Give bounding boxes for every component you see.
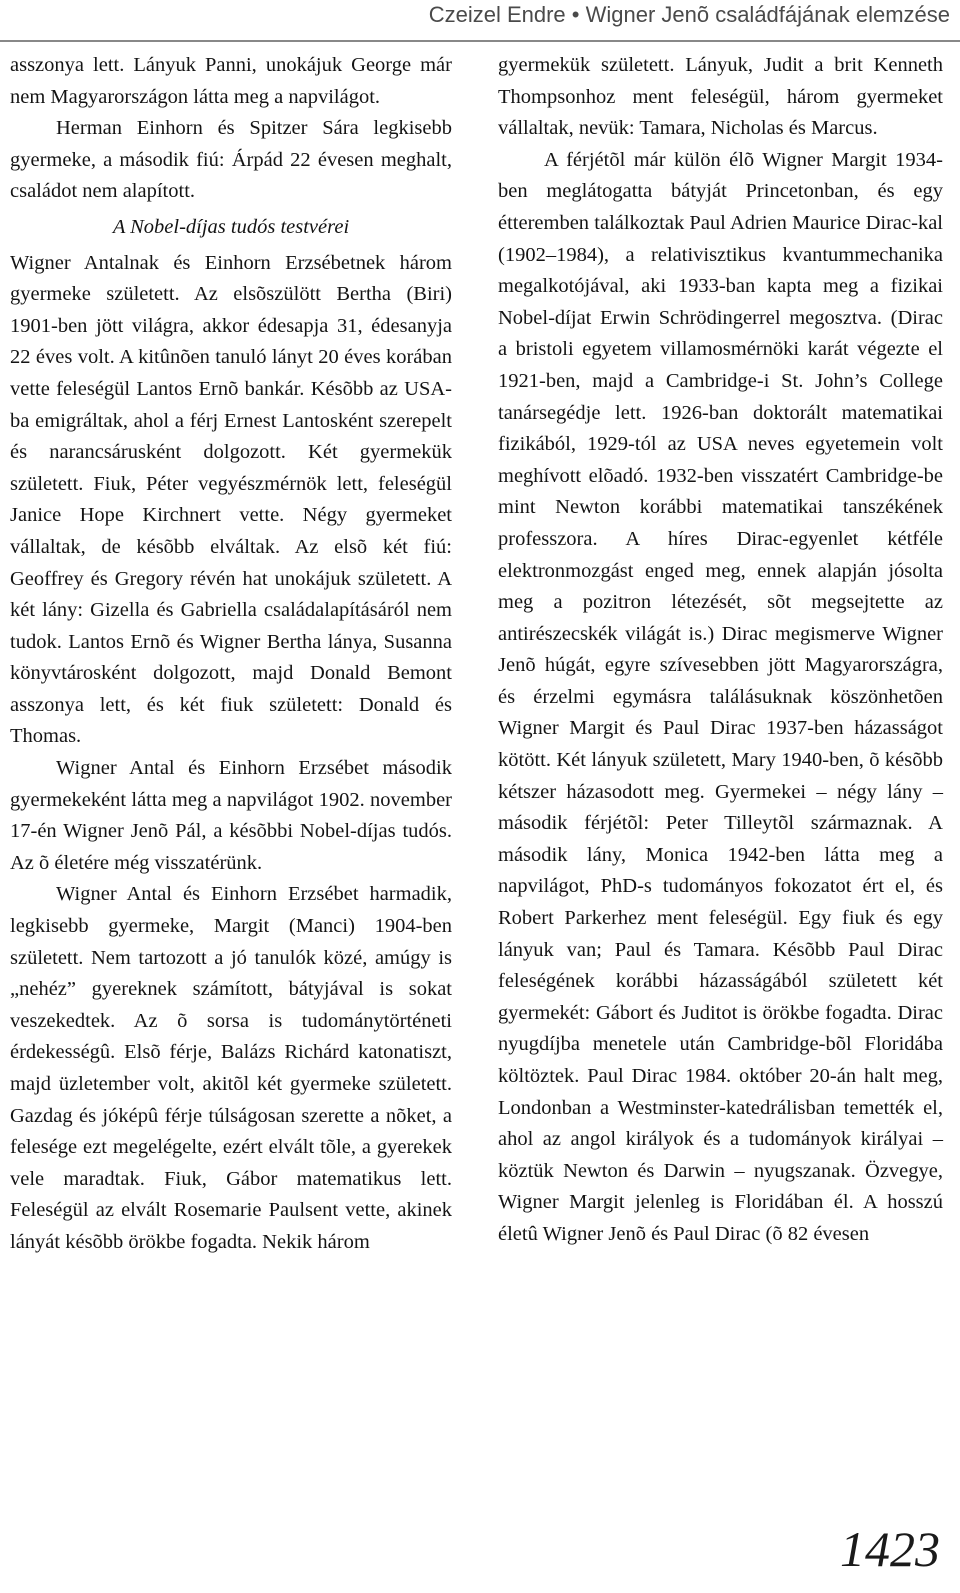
paragraph: Wigner Antalnak és Einhorn Erzsébetnek három gyermeke született. Az elsõszülött Bertha (Biri) 1901-ben jött világra, akkor édesapja 31, édesanyja 22 éves volt. A kitûnõen tanuló lányt 20 éves korában vette feleségül Lantos Ernõ bankár. Késõbb az USA-ba emigráltak, ahol a férj Ernest Lantosként szerepelt és narancsárusként dolgozott. Két gyermekük született. Fiuk, Péter vegyészmérnök lett, feleségül Janice Hope Kirchnert vette. Négy gyermeket vállaltak, de késõbb elváltak. Az elsõ két fiú: Geoffrey és Gregory révén hat unokájuk született. A két lány: Gizella és Gabriella családalapításáról nem tudok. Lantos Ernõ és Wigner Bertha lánya, Susanna könyvtárosként dolgozott, majd Donald Bemont asszonya lett, és két fiuk született: Donald és Thomas. xyxy=(10,251,452,748)
page-number: 1423 xyxy=(840,1521,940,1577)
paragraph: asszonya lett. Lányuk Panni, unokájuk George már nem Magyarországon látta meg a napvilágot. xyxy=(10,54,452,108)
paragraph: Wigner Antal és Einhorn Erzsébet második gyermekeként látta meg a napvilágot 1902. november 17-én Wigner Jenõ Pál, a késõbbi Nobel-díjas tudós. Az õ életére még visszatérünk. xyxy=(10,757,452,874)
paragraph: gyermekük született. Lányuk, Judit a brit Kenneth Thompsonhoz ment feleségül, három gyermeket vállaltak, nevük: Tamara, Nicholas és Marcus. xyxy=(498,54,943,140)
paragraph: Wigner Antal és Einhorn Erzsébet harmadik, legkisebb gyermeke, Margit (Manci) 1904-ben született. Nem tartozott a jó tanulók közé, amúgy is „nehéz” gyereknek számított, bátyjával is sokat veszekedtek. Az õ sorsa is tudománytörténeti érdekességû. Elsõ férje, Balázs Richárd katonatiszt, majd üzletember volt, akitõl két gyermeke született. Gazdag és jóképû férje túlságosan szerette a nõket, a felesége ezt megelégelte, ezért elvált tõle, a gyerekek vele maradtak. Fiuk, Gábor matematikus lett. Feleségül az elvált Rosemarie Paulsent vette, akinek lányát késõbb örökbe fogadta. Nekik három xyxy=(10,883,452,1253)
right-column xyxy=(498,50,943,1251)
paragraph: A férjétõl már külön élõ Wigner Margit 1934-ben meglátogatta bátyját Princetonban, és egy étteremben találkoztak Paul Adrien Maurice Dirac-kal (1902–1984), a relativisztikus kvantummechanika megalkotójával, aki 1933-ban kapta meg a fizikai Nobel-díjat Erwin Schrödingerrel megosztva. (Dirac a bristoli egyetem villamosmérnöki karát végezte el 1921-ben, majd a Cambridge-i St. John’s College tanársegédje lett. 1926-ban doktorált matematikai fizikából, 1929-tól az USA neves egyetemein volt meghívott elõadó. 1932-ben visszatért Cambridge-be mint Newton korábbi matematikai tanszékének professzora. A híres Dirac-egyenlet kétféle elektronmozgást enged meg, ennek alapján jósolta meg a pozitron létezését, sõt megsejtette az antirészecskék világát is.) Dirac megismerve Wigner Jenõ húgát, egyre szívesebben jött Magyarországra, és érzelmi egymásra találásuknak köszönhetõen Wigner Margit és Paul Dirac 1937-ben házasságot kötött. Két lányuk született, Mary 1940-ben, õ késõbb kétszer házasodott meg. Gyermekei – négy lány – második férjétõl: Peter Tilleytõl származnak. A második lány, Monica 1942-ben látta meg a napvilágot, PhD-s tudományos fokozatot ért el, és Robert Parkerhez ment feleségül. Egy fiuk és egy lányuk van; Paul és Tamara. Késõbb Paul Dirac feleségének korábbi házasságából született két gyermekét: Gábort és Juditot is örökbe fogadta. Dirac nyugdíjba menetele után Cambridge-bõl Floridába költöztek. Paul Dirac 1984. október 20-án halt meg, Londonban a Westminster-katedrálisban temették el, ahol az angol királyok és a tudományok királyai – köztük Newton és Darwin – nyugszanak. Özvegye, Wigner Margit jelenleg is Floridában él. A hosszú életû Wigner Jenõ és Paul Dirac (õ 82 évesen xyxy=(498,148,943,1245)
left-column xyxy=(10,50,452,1259)
paragraph: Herman Einhorn és Spitzer Sára legkisebb gyermeke, a második fiú: Árpád 22 évesen meghalt, családot nem alapított. xyxy=(10,117,452,203)
running-header xyxy=(0,0,960,42)
section-subheading: A Nobel-díjas tudós testvérei xyxy=(112,215,350,238)
header-title: Czeizel Endre • Wigner Jenõ családfájának elemzése xyxy=(428,2,950,27)
